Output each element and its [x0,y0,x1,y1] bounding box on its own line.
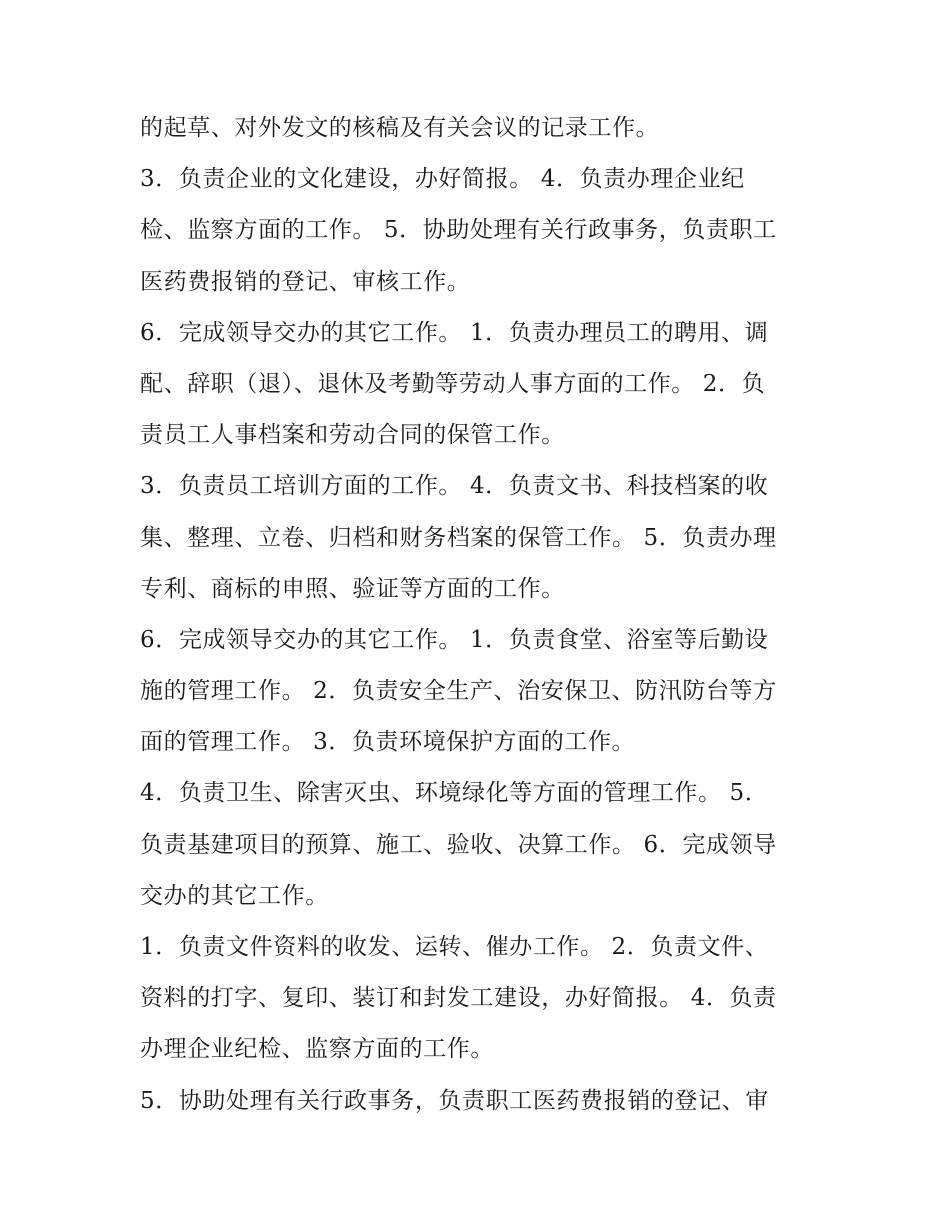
text-line-2: 3．负责企业的文化建设，办好简报。 4．负责办理企业纪 [140,166,745,193]
text-line-5: 6．完成领导交办的其它工作。 1．负责办理员工的聘用、调 [140,319,769,346]
text-line-20: 5．协助处理有关行政事务，负责职工医药费报销的登记、审 [140,1087,769,1114]
text-line-16: 交办的其它工作。 [140,882,329,909]
text-line-15: 负责基建项目的预算、施工、验收、决算工作。 6．完成领导 [140,831,777,858]
document-body [140,103,820,1127]
text-line-3: 检、监察方面的工作。 5．协助处理有关行政事务，负责职工 [140,217,777,244]
text-line-10: 专利、商标的申照、验证等方面的工作。 [140,575,565,602]
text-line-19: 办理企业纪检、监察方面的工作。 [140,1036,494,1063]
text-line-9: 集、整理、立卷、归档和财务档案的保管工作。 5．负责办理 [140,524,777,551]
text-line-6: 配、辞职（退）、退休及考勤等劳动人事方面的工作。 2．负 [140,370,766,397]
text-line-13: 面的管理工作。 3．负责环境保护方面的工作。 [140,729,636,756]
text-line-1: 的起草、对外发文的核稿及有关会议的记录工作。 [140,115,660,141]
text-line-4: 医药费报销的登记、审核工作。 [140,268,471,295]
text-line-12: 施的管理工作。 2．负责安全生产、治安保卫、防汛防台等方 [140,678,777,705]
text-line-7: 责员工人事档案和劳动合同的保管工作。 [140,422,565,449]
text-line-8: 3．负责员工培训方面的工作。 4．负责文书、科技档案的收 [140,473,769,500]
text-line-18: 资料的打字、复印、装订和封发工建设，办好简报。 4．负责 [140,985,777,1012]
text-line-17: 1．负责文件资料的收发、运转、催办工作。 2．负责文件、 [140,934,769,960]
text-line-14: 4．负责卫生、除害灭虫、环境绿化等方面的管理工作。 5． [140,780,769,807]
text-line-11: 6．完成领导交办的其它工作。 1．负责食堂、浴室等后勤设 [140,626,769,653]
